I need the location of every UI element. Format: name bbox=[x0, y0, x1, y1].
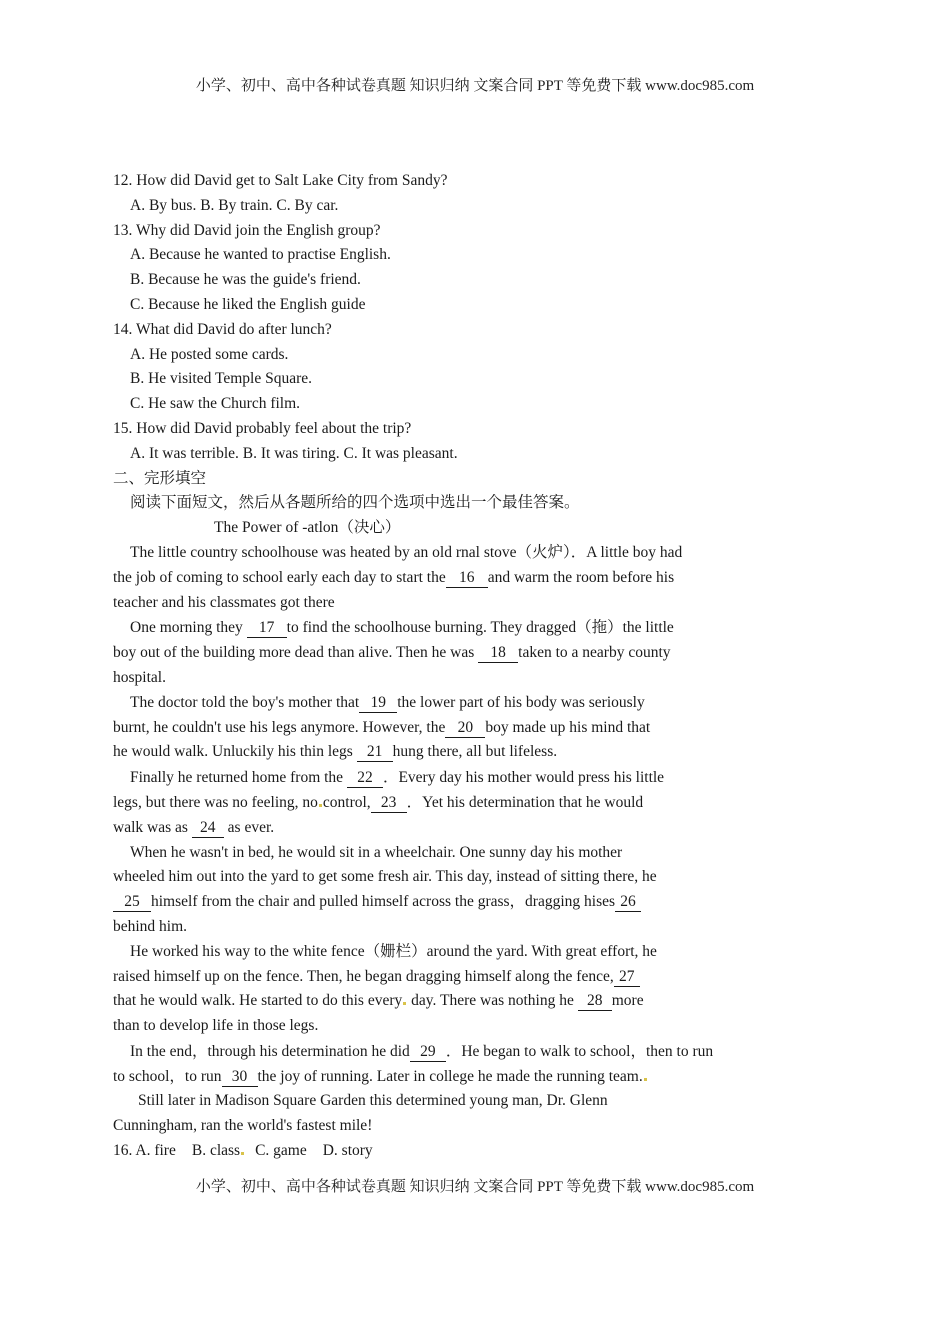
passage-line: hospital. bbox=[113, 668, 166, 686]
passage-line: Cunningham, ran the world's fastest mile! bbox=[113, 1117, 373, 1135]
passage-line: the job of coming to school early each day to start the 16 and warm the room before his bbox=[113, 568, 675, 586]
question-13: 13. Why did David join the English group? bbox=[113, 221, 381, 239]
blank-30[interactable]: 30 bbox=[222, 1068, 258, 1087]
question-12: 12. How did David get to Salt Lake City from Sandy? bbox=[113, 172, 448, 189]
marker-dot bbox=[403, 1002, 406, 1005]
passage-line: When he wasn't in bed, he would sit in a wheelchair. One sunny day his mother bbox=[130, 843, 623, 861]
blank-16[interactable]: 16 bbox=[446, 569, 488, 588]
question-14-option-b: B. He visited Temple Square. bbox=[130, 370, 313, 388]
question-13-option-b: B. Because he was the guide's friend. bbox=[130, 271, 361, 289]
answer-options-16: 16. A. fire B. class C. game D. story bbox=[113, 1142, 373, 1160]
passage-line: The doctor told the boy's mother that 19 the lower part of his body was seriously bbox=[130, 693, 645, 711]
question-14-option-a: A. He posted some cards. bbox=[130, 345, 289, 363]
document-body bbox=[113, 169, 793, 1164]
passage-line: burnt, he couldn't use his legs anymore. However, the 20 boy made up his mind that bbox=[113, 718, 651, 736]
blank-23[interactable]: 23 bbox=[371, 794, 407, 813]
question-12-options: A. By bus. B. By train. C. By car. bbox=[130, 196, 339, 214]
passage-line: to school，to run 30 the joy of running. Later in college he made the running team. bbox=[113, 1065, 793, 1090]
blank-17[interactable]: 17 bbox=[247, 619, 287, 638]
question-13-option-a: A. Because he wanted to practise English. bbox=[130, 246, 391, 264]
section-heading: 二、完形填空 bbox=[113, 469, 207, 487]
passage-line: behind him. bbox=[113, 917, 188, 935]
passage-line: walk was as 24 as ever. bbox=[113, 818, 275, 836]
passage-line: One morning they 17 to find the schoolhouse burning. They dragged（拖）the little bbox=[130, 619, 674, 637]
blank-18[interactable]: 18 bbox=[478, 644, 518, 663]
passage-line: that he would walk. He started to do this every day. There was nothing he 28 more bbox=[113, 992, 644, 1010]
passage-line: legs, but there was no feeling, no control, 23 ．Yet his determination that he would bbox=[113, 793, 644, 811]
blank-20[interactable]: 20 bbox=[445, 719, 485, 738]
section-instruction: 阅读下面短文，然后从各题所给的四个选项中选出一个最佳答案。 bbox=[130, 494, 580, 512]
blank-27[interactable]: 27 bbox=[614, 968, 640, 987]
passage-line: he would walk. Unluckily his thin legs 21 hung there, all but lifeless. bbox=[113, 743, 558, 761]
question-15-options: A. It was terrible. B. It was tiring. C. It was pleasant. bbox=[130, 444, 458, 462]
passage-line: raised himself up on the fence. Then, he began dragging himself along the fence, 27 bbox=[113, 965, 793, 990]
passage-line: In the end，through his determination he did 29 ．He began to walk to school，then to run bbox=[130, 1042, 714, 1060]
blank-24[interactable]: 24 bbox=[192, 819, 224, 838]
blank-22[interactable]: 22 bbox=[347, 769, 383, 788]
question-13-option-c: C. Because he liked the English guide bbox=[130, 295, 366, 313]
passage-line: Finally he returned home from the 22 ．Every day his mother would press his little bbox=[130, 769, 665, 787]
blank-26[interactable]: 26 bbox=[615, 893, 641, 912]
marker-dot bbox=[319, 804, 322, 807]
blank-25[interactable]: 25 bbox=[113, 893, 151, 912]
passage-line: wheeled him out into the yard to get some fresh air. This day, instead of sitting there, he bbox=[113, 868, 657, 886]
passage-line: teacher and his classmates got there bbox=[113, 593, 335, 611]
passage-line: The little country schoolhouse was heated by an old rnal stove（火炉）．A little boy had bbox=[130, 543, 683, 561]
page-footer: 小学、初中、高中各种试卷真题 知识归纳 文案合同 PPT 等免费下载 www.doc985.com bbox=[195, 1179, 755, 1195]
question-14-option-c: C. He saw the Church film. bbox=[130, 395, 301, 413]
marker-dot bbox=[644, 1078, 647, 1081]
blank-29[interactable]: 29 bbox=[410, 1043, 446, 1062]
passage-title: The Power of -atlon（决心） bbox=[214, 519, 401, 537]
passage-line: than to develop life in those legs. bbox=[113, 1017, 319, 1035]
blank-21[interactable]: 21 bbox=[357, 743, 393, 762]
passage-line: Still later in Madison Square Garden this determined young man, Dr. Glenn bbox=[138, 1092, 608, 1110]
passage-line: He worked his way to the white fence（姗栏）around the yard. With great effort, he bbox=[130, 942, 657, 960]
page-header: 小学、初中、高中各种试卷真题 知识归纳 文案合同 PPT 等免费下载 www.doc985.com bbox=[195, 78, 755, 94]
passage-line: 25 himself from the chair and pulled himself across the grass，dragging hises 26 bbox=[113, 890, 793, 915]
blank-19[interactable]: 19 bbox=[359, 694, 397, 713]
question-15: 15. How did David probably feel about the trip? bbox=[113, 419, 412, 437]
marker-dot bbox=[241, 1152, 244, 1155]
passage-line: boy out of the building more dead than alive. Then he was 18 taken to a nearby county bbox=[113, 644, 671, 662]
blank-28[interactable]: 28 bbox=[578, 992, 612, 1011]
question-14: 14. What did David do after lunch? bbox=[113, 320, 332, 338]
